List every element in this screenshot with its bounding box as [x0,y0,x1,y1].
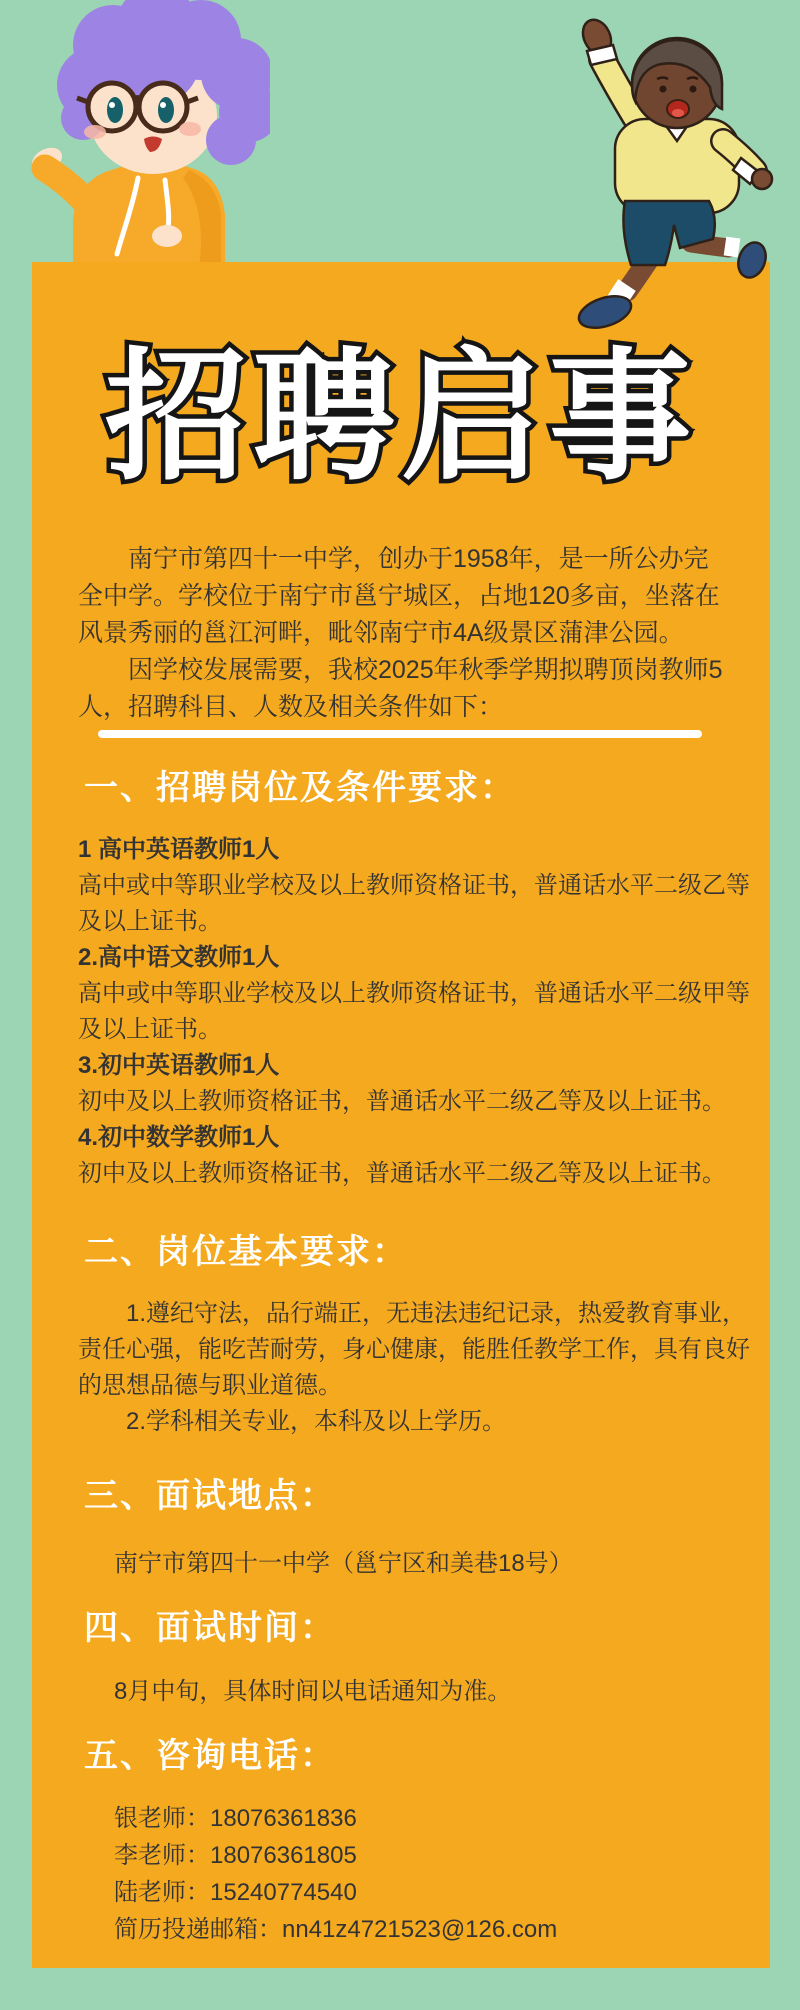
interview-time: 8月中旬，具体时间以电话通知为准。 [114,1678,512,1705]
divider-line [98,730,702,738]
intro-paragraph-2: 因学校发展需要，我校2025年秋季学期拟聘顶岗教师5人，招聘科目、人数及相关条件如下： [78,656,723,721]
requirement-item: 2.学科相关专业，本科及以上学历。 [126,1408,507,1435]
section-heading-requirements: 二、岗位基本要求： [84,1233,408,1271]
intro-paragraph-1: 南宁市第四十一中学，创办于1958年，是一所公办完全中学。学校位于南宁市邕宁城区，占地120多亩，坐落在风景秀丽的邕江河畔，毗邻南宁市4A级景区蒲津公园。 [78,545,720,647]
waving-kid [28,0,270,268]
right-character-illustration [575,15,775,330]
requirement-item: 1.遵纪守法，品行端正，无违法违纪记录，热爱教育事业，责任心强，能吃苦耐劳，身心健康，能胜任教学工作，具有良好的思想品德与职业道德。 [78,1300,750,1399]
contact-line: 银老师：18076361836 [114,1805,357,1832]
position-title: 2.高中语文教师1人 [78,944,280,971]
blush-left [84,125,106,139]
position-requirement: 高中或中等职业学校及以上教师资格证书，普通话水平二级甲等及以上证书。 [78,980,750,1043]
back-sock [725,246,739,248]
section-heading-time: 四、面试时间： [84,1609,336,1647]
contact-line: 简历投递邮箱：nn41z4721523@126.com [114,1916,558,1943]
fist-hand [152,225,182,247]
position-title: 3.初中英语教师1人 [78,1052,280,1079]
position-list [78,832,754,1192]
blush-right [179,122,201,136]
requirements-list [78,1296,754,1440]
position-requirement: 初中及以上教师资格证书，普通话水平二级乙等及以上证书。 [78,1088,726,1115]
running-boy [575,15,772,330]
contact-line: 李老师：18076361805 [114,1842,357,1869]
position-title: 1 高中英语教师1人 [78,836,280,863]
poster-card [32,262,770,1968]
position-title: 4.初中数学教师1人 [78,1124,280,1151]
right-hand [752,169,772,189]
section-heading-location: 三、面试地点： [84,1477,336,1515]
section-heading-recruit: 一、招聘岗位及条件要求： [84,769,516,807]
shorts [623,201,714,265]
left-character-illustration [25,0,270,268]
interview-location: 南宁市第四十一中学（邕宁区和美巷18号） [114,1550,573,1577]
position-requirement: 高中或中等职业学校及以上教师资格证书，普通话水平二级乙等及以上证书。 [78,872,750,935]
contact-list [114,1800,557,1948]
poster-title: 招聘启事 [105,338,697,497]
position-requirement: 初中及以上教师资格证书，普通话水平二级乙等及以上证书。 [78,1160,726,1187]
contact-line: 陆老师：15240774540 [114,1879,357,1906]
section-heading-phone: 五、咨询电话： [84,1737,336,1775]
intro-text [78,541,730,726]
